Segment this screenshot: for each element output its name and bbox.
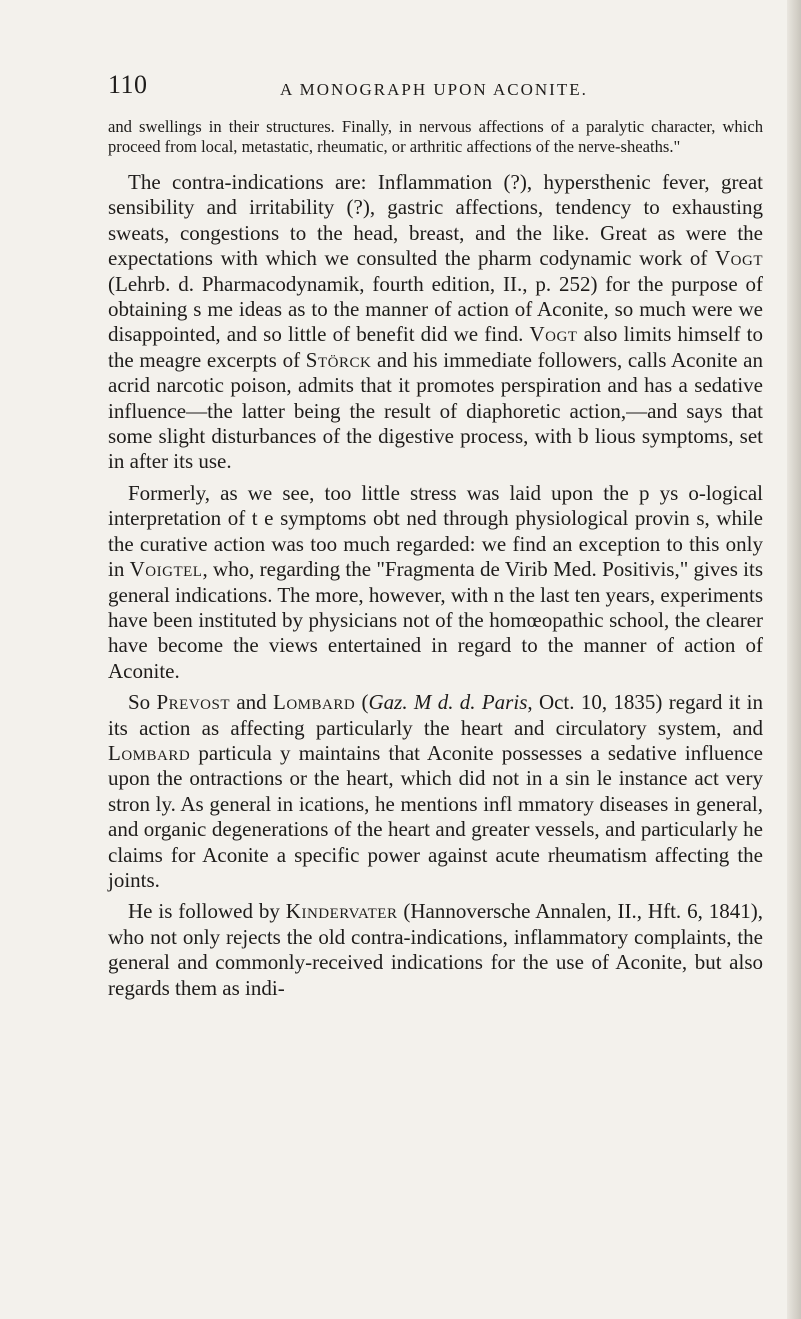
- text-run: The contra-indications are: Inflammation (?), hypersthenic fever, great sensibility and irritability (?), gastric affections, tendency to exhausting sweats, congestions to the head, breast, and the like. Great as were the expectations with which we consulted the pharm codynamic work of: [108, 170, 763, 271]
- paragraph-contra-indications: [108, 170, 763, 475]
- author-name: Kindervater: [285, 899, 398, 924]
- running-title: A MONOGRAPH UPON ACONITE.: [280, 80, 588, 99]
- author-name: Vogt: [715, 246, 763, 271]
- author-name: Prevost: [156, 690, 231, 715]
- author-name: Störck: [305, 347, 372, 372]
- text-run: Formerly, as we see, too little stress was laid upon the p ys o-logical interpretation of t e symptoms obt ned through physiological provin s, while the curative action was too much regarded: we find an exception to this only in: [108, 480, 763, 582]
- journal-title: Gaz. M d. d. Paris: [368, 690, 528, 715]
- paragraph-formerly: [108, 481, 763, 684]
- author-name: Lombard: [273, 690, 356, 715]
- text-run: So: [128, 690, 157, 715]
- text-run: (Lehrb. d. Pharmacodynamik, fourth edition, II., p. 252) for the purpose of obtaining s me ideas as to the manner of action of Aconite, so much were we disappointed, and so little of benefit did we find.: [108, 271, 763, 347]
- page-number: 110: [108, 70, 148, 99]
- paragraph-prevost-lombard: [108, 690, 763, 893]
- paragraph-kindervater: [108, 899, 763, 1001]
- text-run: (Hannoversche Annalen, II., Hft. 6, 1841), who not only rejects the old contra-indications, inflammatory complaints, the general and commonly-received indications for the use of Aconite, but also regards them as indi-: [108, 899, 763, 1000]
- text-run: , who, regarding the "Fragmenta de Virib Med. Positivis," gives its general indications. The more, however, with n the last ten years, experiments have been instituted by physicians not of the homœopathic school, the clearer have become the views entertained in regard to the manner of action of Aconite.: [108, 557, 764, 683]
- page-edge: [787, 0, 801, 1319]
- text-run: (: [355, 690, 369, 715]
- page-header: [108, 70, 748, 110]
- text-run: particula y maintains that Aconite possesses a sedative influence upon the ontractions or the heart, which did not in a sin le instance act very stron ly. As general in ications, he mentions infl mmatory diseases in general, and organic degenerations of the heart and greater vessels, and particularly he claims for Aconite a specific power against acute rheumatism affecting the joints.: [108, 740, 763, 892]
- body-text: [108, 170, 763, 1001]
- text-run: and: [230, 690, 273, 715]
- author-name: Lombard: [108, 740, 191, 765]
- text-run: He is followed by: [128, 899, 286, 924]
- author-name: Vogt: [529, 322, 578, 347]
- text-run: , Oct. 10, 1835) regard it in its action as affecting particularly the heart and circulatory system, and: [108, 690, 763, 740]
- text-run: also limits himself to the meagre excerpts of: [108, 322, 764, 372]
- author-name: Voigtel: [129, 557, 203, 582]
- quoted-passage: and swellings in their structures. Finally, in nervous affections of a paralytic character, which proceed from local, metastatic, rheumatic, or arthritic affections of the nerve-sheaths.": [108, 117, 763, 156]
- text-run: and his immediate followers, calls Aconite an acrid narcotic poison, admits that it promotes perspiration and has a sedative influence—the latter being the result of diaphoretic action,—and says that some slight disturbances of the digestive process, with b lious symptoms, set in after its use.: [108, 347, 763, 474]
